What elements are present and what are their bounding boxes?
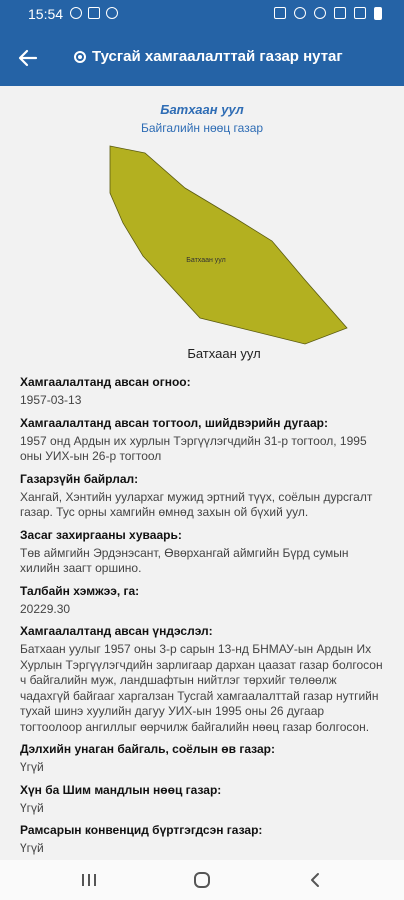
status-bar (0, 0, 404, 30)
area-label: Батхаан уул (186, 257, 226, 264)
field-value: Үгүй (20, 760, 44, 774)
map-subtitle: Байгалийн нөөц газар (140, 121, 264, 135)
area-polygon (110, 146, 347, 344)
field-label: Дэлхийн унаган байгаль, соёлын өв газар: (20, 742, 275, 756)
signal-icon (354, 7, 366, 19)
recent-apps-icon (81, 873, 97, 887)
field-value: Хангай, Хэнтийн уулархаг мужид эртний түүх, соёлын дурсгалт газар. Тус орны хамгийн өмнөд захын ой бүхий уул. (20, 489, 373, 519)
field-label: Рамсарын конвенцид бүртгэгдсэн газар: (20, 823, 263, 837)
content-area[interactable] (0, 86, 404, 860)
field-value: Үгүй (20, 800, 44, 815)
chevron-left-icon (308, 872, 322, 888)
protected-area-map (0, 138, 404, 348)
usb-icon (106, 7, 118, 19)
app-bar-title-group (74, 48, 343, 65)
field-label: Газарзүйн байрлал: (20, 471, 139, 486)
field-label: Хамгаалалтанд авсан үндэслэл: (20, 624, 213, 638)
lock-icon (274, 7, 286, 19)
field-value: Батхаан уулыг 1957 оны 3-р сарын 13-нд БНМАУ-ын Ардын Их Хурлын Тэргүүлэгчдийн зарлигаар дархан цаазат газар болгосон ч байгалийн муж, ландшафтын нийтлэг төрхийг төлөөлж чадахгүй байгааг харгалзан Тусгай хамгаалалттай газар нутгийн тухай шинэ хуулийн дагуу УИХ-ын 1995 оны 26 дугаар тогтоолоор ангиллыг өөрчилж байгалийн нөөц газар болгосон. (20, 642, 383, 734)
field-label: Талбайн хэмжээ, га: (20, 583, 140, 598)
back-arrow-icon (18, 48, 38, 68)
navigation-bar (0, 860, 404, 900)
info-list (20, 368, 388, 857)
field-value: 1957-03-13 (20, 393, 82, 407)
wifi-icon (334, 7, 346, 19)
field-value: 1957 онд Ардын их хурлын Тэргүүлэгчдийн 31-р тогтоол, 1995 оны УИХ-ын 26-р тогтоол (20, 433, 367, 463)
status-time: 15:54 (28, 6, 64, 22)
back-nav-button[interactable] (303, 868, 327, 892)
field-value: 20229.30 (20, 601, 71, 616)
field-label: Хүн ба Шим мандлын нөөц газар: (20, 782, 222, 797)
home-button[interactable] (190, 868, 214, 892)
notification-icons (70, 7, 118, 19)
field-value: Төв аймгийн Эрдэнэсант, Өвөрхангай аймгийн Бүрд сумын хилийн заагт оршино. (20, 545, 349, 575)
field-label: Засаг захиргааны хуваарь: (20, 527, 182, 542)
battery-icon (374, 7, 382, 20)
location-icon (314, 7, 326, 19)
field-label: Хамгаалалтанд авсан огноо: (20, 375, 191, 389)
app-bar (0, 30, 404, 86)
system-icons (274, 7, 382, 20)
home-icon (193, 871, 211, 889)
field-label: Хамгаалалтанд авсан тогтоол, шийдвэрийн дугаар: (20, 415, 328, 430)
map-title: Батхаан уул (160, 102, 244, 117)
field-value: Үгүй (20, 841, 44, 855)
page-title: Тусгай хамгаалалттай газар нутаг (92, 48, 343, 65)
protected-area-icon (74, 51, 86, 63)
back-button[interactable] (12, 42, 44, 74)
app-notification-icon (70, 7, 82, 19)
recent-apps-button[interactable] (77, 868, 101, 892)
map-caption: Батхаан уул (187, 346, 261, 361)
image-notification-icon (88, 7, 100, 19)
alarm-icon (294, 7, 306, 19)
